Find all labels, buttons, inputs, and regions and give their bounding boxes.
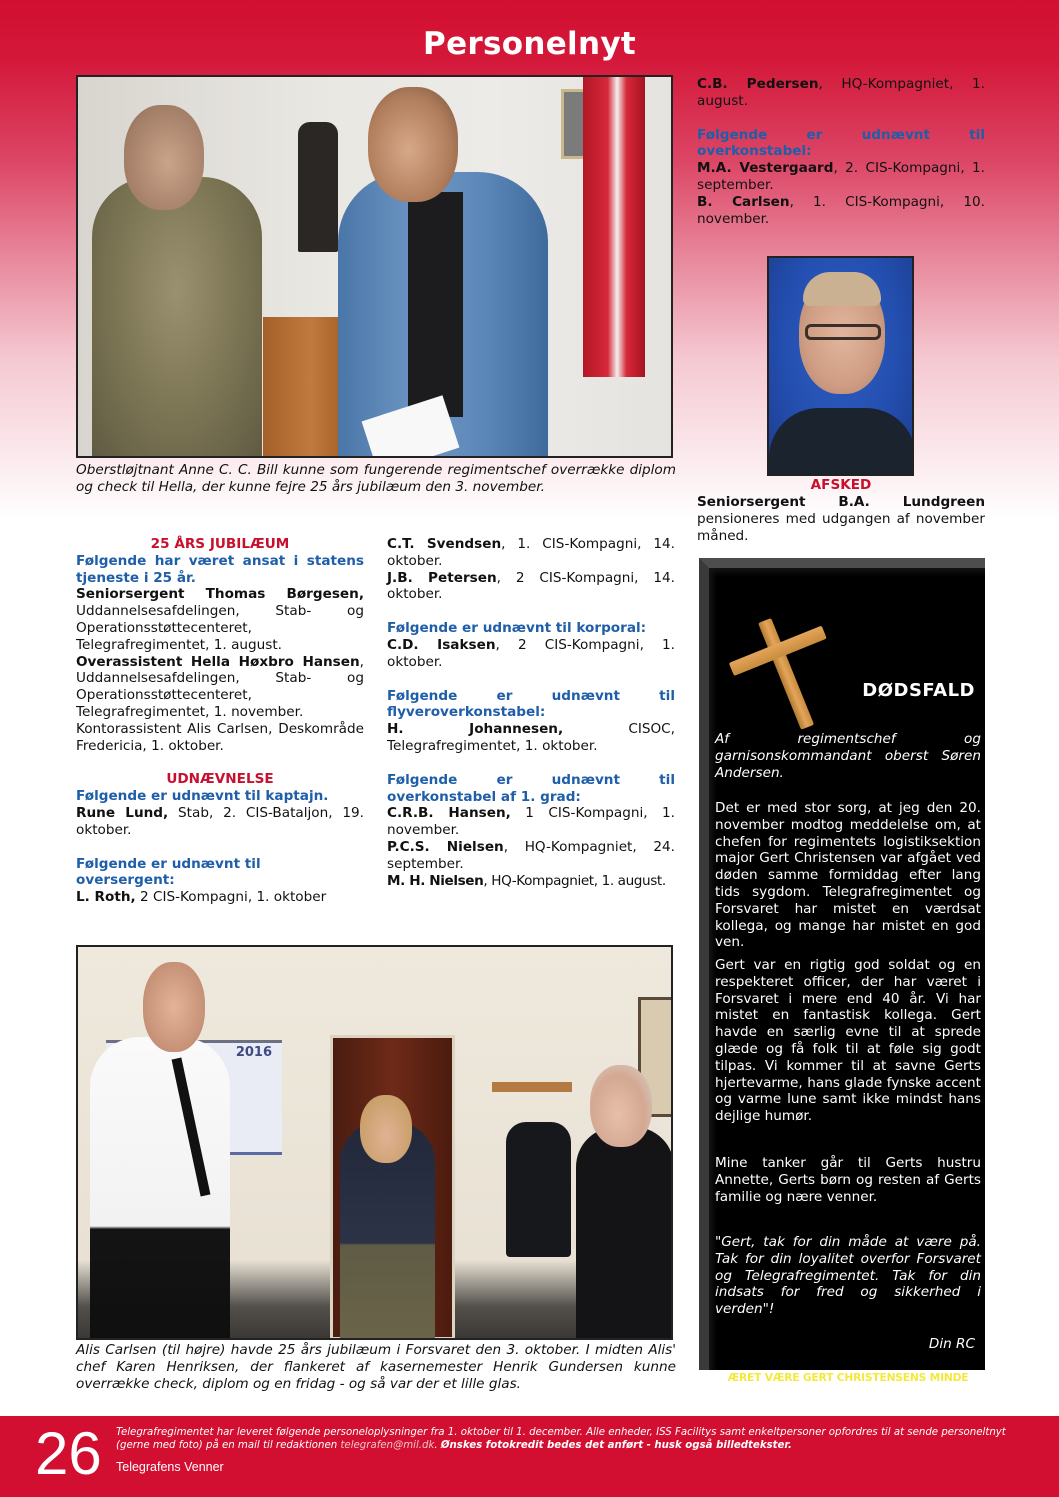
obituary-paragraph: Det er med stor sorg, at jeg den 20. november modtog meddelelse om, at chefen for regimentets logistiksektion major Gert Christensen var afgået ved døden samme formiddag efter lang tids sygdom. Telegrafregimentet og Forsvaret har mistet en værdsat kollega, og mange har mistet en god ven. [715,800,981,951]
section-heading-jubilaeum: 25 ÅRS JUBILÆUM [150,536,290,552]
obituary-title: DØDSFALD [862,680,975,701]
overkonstabel-subheading: Følgende er udnævnt til overkonstabel: [697,126,985,160]
section-heading-udnaevnelse: UDNÆVNELSE [166,771,274,788]
statue [298,122,338,252]
memorial-line: ÆRET VÆRE GERT CHRISTENSENS MINDE [727,1371,969,1384]
list-item: Overassistent Hella Høxbro Hansen, Uddannelsesafdelingen, Stab- og Operationsstøttecenteret, Telegrafregimentet, 1. november. [76,653,364,720]
obituary-signature: Din RC [928,1336,975,1352]
danish-flag [583,77,645,377]
list-item: H. Johannesen, CISOC, Telegrafregimentet, 1. oktober. [387,721,675,754]
obituary-box [699,558,985,1384]
list-item: J.B. Petersen, 2 CIS-Kompagni, 14. oktober. [387,569,675,603]
list-item: C.R.B. Hansen, 1 CIS-Kompagni, 1. november. [387,805,675,839]
flyveroverkonstabel-subheading: Følgende er udnævnt til flyveroverkonstabel: [387,687,675,721]
jubilaeum-subheading: Følgende har været ansat i statens tjeneste i 25 år. [76,552,364,586]
hanging-coat [506,1122,571,1257]
footer-note: Telegrafregimentet har leveret følgende personeloplysninger fra 1. oktober til 1. december. Alle enheder, ISS Facilitys samt enkeltpersoner opfordres til at sende personeltnyt (gerne med foto) på en mail til redaktionen telegrafen@mil.dk. Ønskes fotokredit bedes det anført - husk også billedtekster. [116,1427,1006,1452]
list-item: C.B. Pedersen, HQ-Kompagniet, 1. august. [697,76,985,109]
obituary-paragraph: Mine tanker går til Gerts hustru Annette, Gerts børn og resten af Gerts familie og nære venner. [715,1155,981,1205]
korporal-subheading: Følgende er udnævnt til korporal: [387,620,647,637]
calendar-year: 2016 [235,1045,272,1060]
list-item: C.T. Svendsen, 1. CIS-Kompagni, 14. oktober. [387,536,675,569]
column-right [697,76,985,227]
list-item: M. H. Nielsen, HQ-Kompagniet, 1. august. [387,872,666,889]
jubilee-photo [76,945,673,1340]
handshake-photo [76,75,673,458]
page-footer [0,1416,1059,1497]
overkonstabel-1-grad-subheading: Følgende er udnævnt til overkonstabel af 1. grad: [387,771,675,805]
man-head [143,962,205,1052]
afsked-label: AFSKED [810,477,872,493]
photo1-caption: Oberstløjtnant Anne C. C. Bill kunne som fungerende regimentschef overrække diplom og check til Hella, der kunne fejre 25 års jubilæum den 3. november. [76,462,676,495]
page-number: 26 [35,1420,102,1487]
cross-icon [719,601,855,745]
photo2-caption: Alis Carlsen (til højre) havde 25 års jubilæum i Forsvaret den 3. oktober. I midten Alis' chef Karen Henriksen, der flankeret af kasernemester Henrik Gundersen kunne overrække check, diplom og en fridag - og så var der et lille glas. [76,1342,676,1392]
list-item: M.A. Vestergaard, 2. CIS-Kompagni, 1. september. [697,160,985,193]
list-item: Kontorassistent Alis Carlsen, Deskområde Fredericia, 1. oktober. [76,720,364,754]
column-middle [387,536,675,889]
officer-figure [92,177,262,458]
obituary-byline: Af regimentschef og garnisonskommandant oberst Søren Andersen. [715,731,981,781]
obituary-paragraph: Gert var en rigtig god soldat og en respekteret officer, der har været i Forsvaret i mere end 40 år. Vi har mistet en fantastisk kollega. Gert havde en særlig evne til at sprede glæde og få folk til at føle sig godt tilpas. Vi kommer til at savne Gerts hjertevarme, hans glade fynske accent og varme lune samt ikke mindst hans dejlige humør. [715,957,981,1125]
officer-head [124,105,204,210]
list-item: P.C.S. Nielsen, HQ-Kompagniet, 24. september. [387,838,675,872]
obituary-quote: "Gert, tak for din måde at være på. Tak for din loyalitet overfor Forsvaret og Telegrafregimentet. Tak for din indsats for fred og sikkerhed i verden"! [715,1234,981,1318]
woman-right-head [590,1065,652,1147]
list-item: L. Roth, 2 CIS-Kompagni, 1. oktober [76,889,327,906]
list-item: Seniorsergent Thomas Børgesen, Uddannelsesafdelingen, Stab- og Operationsstøttecenteret, Telegrafregimentet, 1. august. [76,586,364,653]
coat-rack [492,1082,572,1092]
oversergent-subheading: Følgende er udnævnt til oversergent: [76,855,261,889]
list-item: Rune Lund, Stab, 2. CIS-Bataljon, 19. oktober. [76,804,365,838]
publication-name: Telegrafens Venner [116,1460,224,1474]
afsked-text: Seniorsergent B.A. Lundgreen pensioneres med udgangen af november måned. [697,494,985,544]
list-item: B. Carlsen, 1. CIS-Kompagni, 10. november. [697,193,985,227]
woman-head [368,87,458,202]
email-link[interactable]: telegrafen@mil.dk [340,1440,435,1452]
portrait-photo [767,256,914,476]
page-title: Personelnyt [423,26,636,62]
portrait-hair [803,272,881,306]
portrait-body [769,408,914,476]
column-left [76,536,364,906]
portrait-glasses [805,324,881,340]
list-item: C.D. Isaksen, 2 CIS-Kompagni, 1. oktober. [387,636,675,670]
woman-shirt [408,192,463,417]
woman-right [576,1127,673,1340]
kaptajn-subheading: Følgende er udnævnt til kaptajn. [76,788,329,805]
woman-reading-head [360,1095,412,1163]
